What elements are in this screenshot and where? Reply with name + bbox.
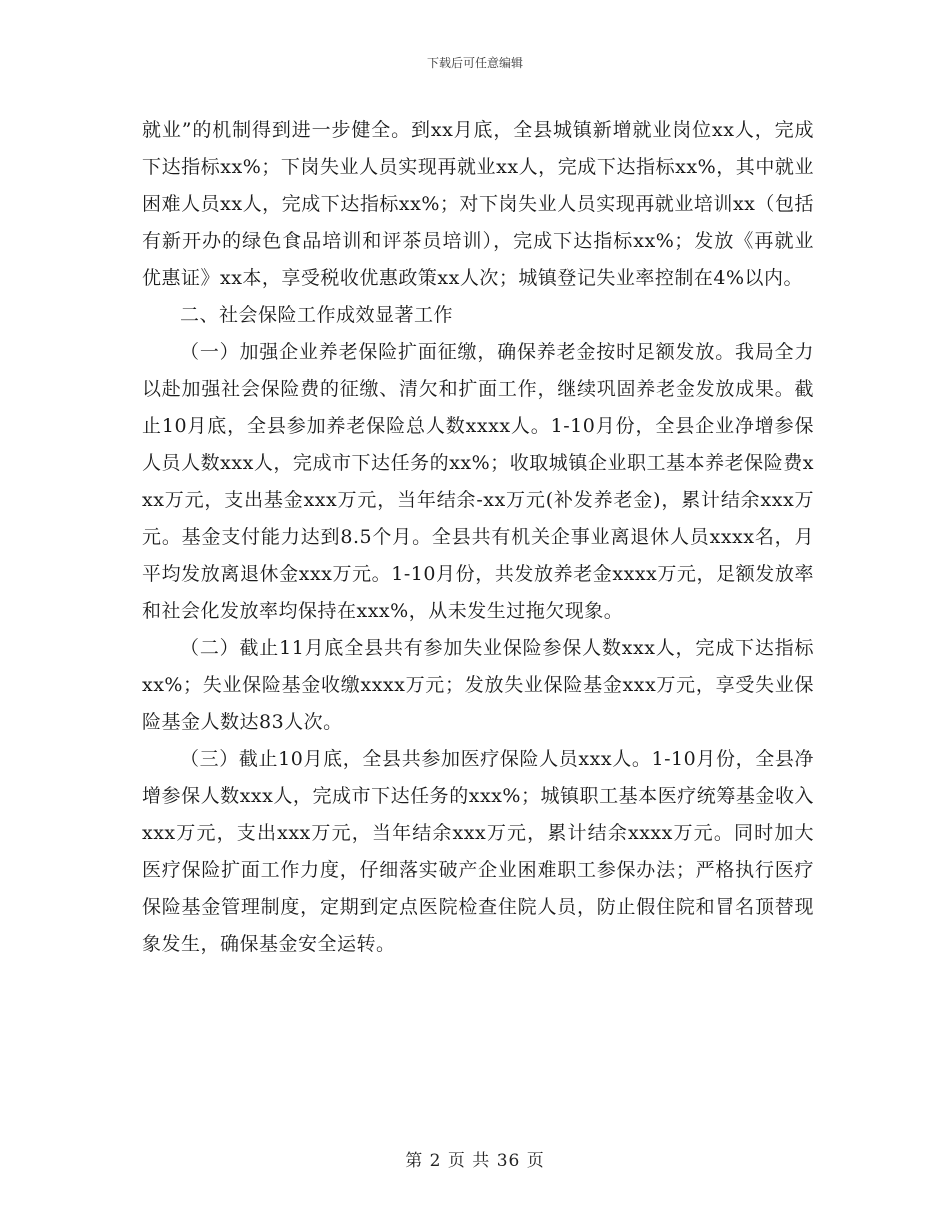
page-header: 下载后可任意编辑 bbox=[426, 56, 523, 70]
document-body bbox=[142, 112, 814, 963]
page-number-footer: 第 2 页 共 36 页 bbox=[405, 1151, 545, 1171]
paragraph-pension-insurance: （一）加强企业养老保险扩面征缴，确保养老金按时足额发放。我局全力以赴加强社会保险费的征缴、清欠和扩面工作，继续巩固养老金发放成果。截止10月底，全县参加养老保险总人数xxxx人。1-10月份，全县企业净增参保人员人数xxx人，完成市下达任务的xx%；收取城镇企业职工基本养老保险费xxx万元，支出基金xxx万元，当年结余-xx万元(补发养老金)，累计结余xxx万元。基金支付能力达到8.5个月。全县共有机关企事业离退休人员xxxx名，月平均发放离退休金xxx万元。1-10月份，共发放养老金xxxx万元，足额发放率和社会化发放率均保持在xxx%，从未发生过拖欠现象。 bbox=[142, 341, 814, 622]
section-heading-social-insurance: 二、社会保险工作成效显著工作 bbox=[180, 304, 454, 326]
paragraph-unemployment-insurance: （二）截止11月底全县共有参加失业保险参保人数xxx人，完成下达指标xx%；失业保险基金收缴xxxx万元；发放失业保险基金xxx万元，享受失业保险基金人数达83人次。 bbox=[142, 637, 814, 733]
paragraph-medical-insurance: （三）截止10月底，全县共参加医疗保险人员xxx人。1-10月份，全县净增参保人数xxx人，完成市下达任务的xxx%；城镇职工基本医疗统筹基金收入xxx万元，支出xxx万元，当年结余xxx万元，累计结余xxxx万元。同时加大医疗保险扩面工作力度，仔细落实破产企业困难职工参保办法；严格执行医疗保险基金管理制度，定期到定点医院检查住院人员，防止假住院和冒名顶替现象发生，确保基金安全运转。 bbox=[142, 748, 814, 955]
paragraph-employment: 就业”的机制得到进一步健全。到xx月底，全县城镇新增就业岗位xx人，完成下达指标xx%；下岗失业人员实现再就业xx人，完成下达指标xx%，其中就业困难人员xx人，完成下达指标xx%；对下岗失业人员实现再就业培训xx（包括有新开办的绿色食品培训和评茶员培训），完成下达指标xx%；发放《再就业优惠证》xx本，享受税收优惠政策xx人次；城镇登记失业率控制在4%以内。 bbox=[142, 119, 814, 289]
